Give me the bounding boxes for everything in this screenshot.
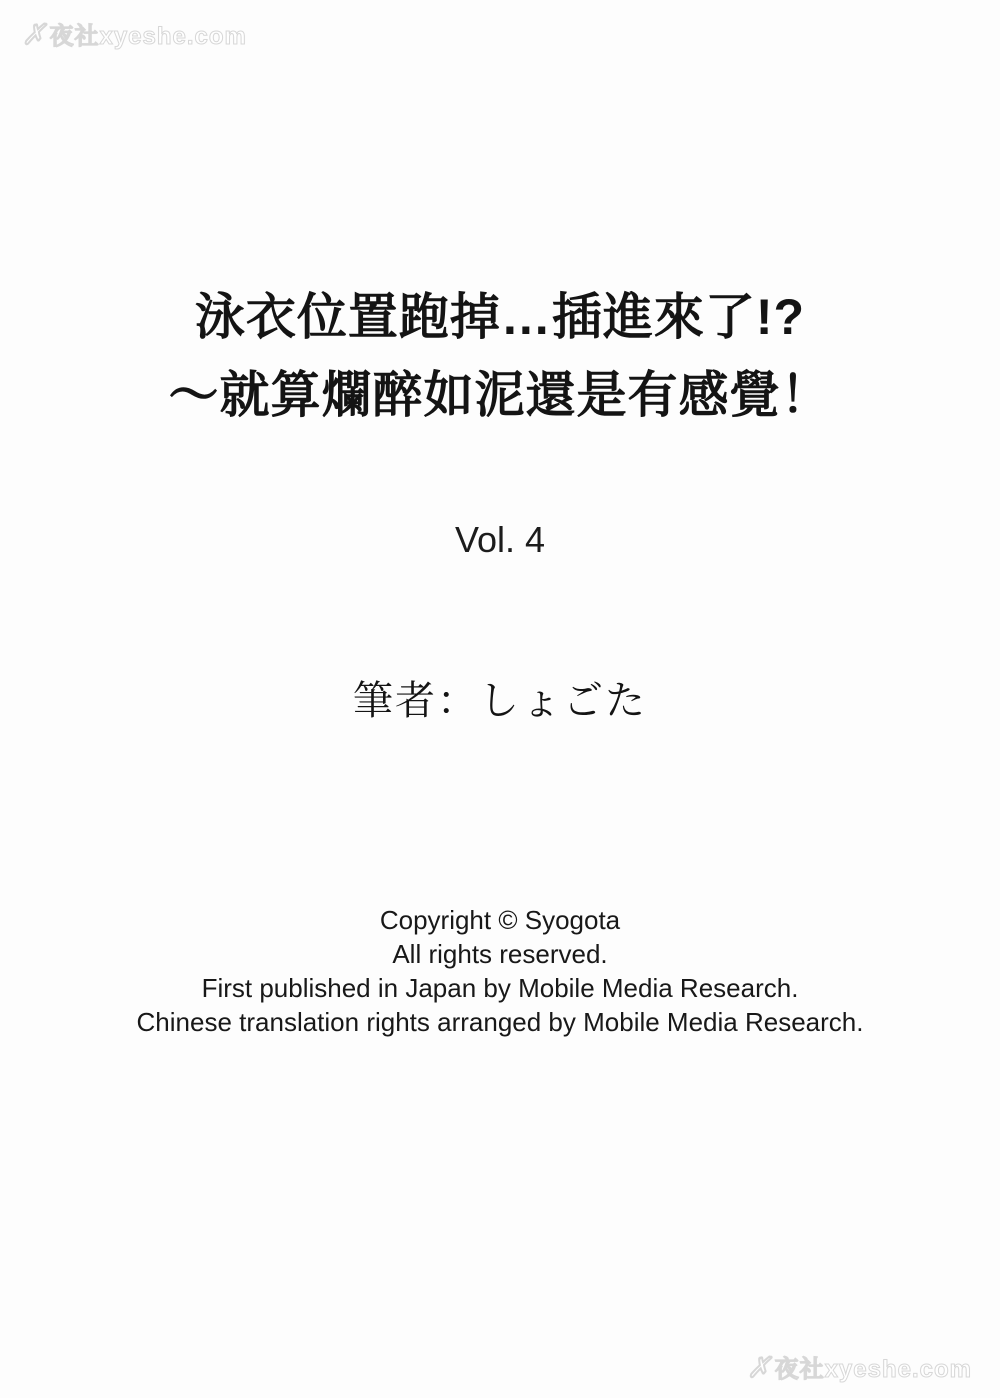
copyright-block (0, 903, 1000, 1039)
volume-label: Vol. 4 (454, 519, 546, 560)
series-title (0, 278, 1000, 434)
copyright-line-1: Copyright © Syogota (379, 905, 621, 935)
copyright-line-2: All rights reserved. (392, 939, 608, 969)
copyright-line-3: First published in Japan by Mobile Media Research. (201, 973, 799, 1003)
series-title-line-2: ～就算爛醉如泥還是有感覺！ (168, 367, 832, 423)
copyright-line-4: Chinese translation rights arranged by Mobile Media Research. (136, 1007, 864, 1037)
watermark-x-icon: ✗ (747, 1352, 772, 1383)
author-label: 筆者：しょごた (353, 679, 647, 723)
watermark-x-icon: ✗ (22, 19, 47, 50)
watermark-site-text: 夜社xyeshe.com (774, 1356, 972, 1383)
watermark-site-text: 夜社xyeshe.com (49, 23, 247, 50)
watermark-bottom-right (747, 1349, 972, 1384)
series-title-line-1: 泳衣位置跑掉…插進來了!? (194, 289, 806, 345)
watermark-top-left (22, 16, 247, 51)
